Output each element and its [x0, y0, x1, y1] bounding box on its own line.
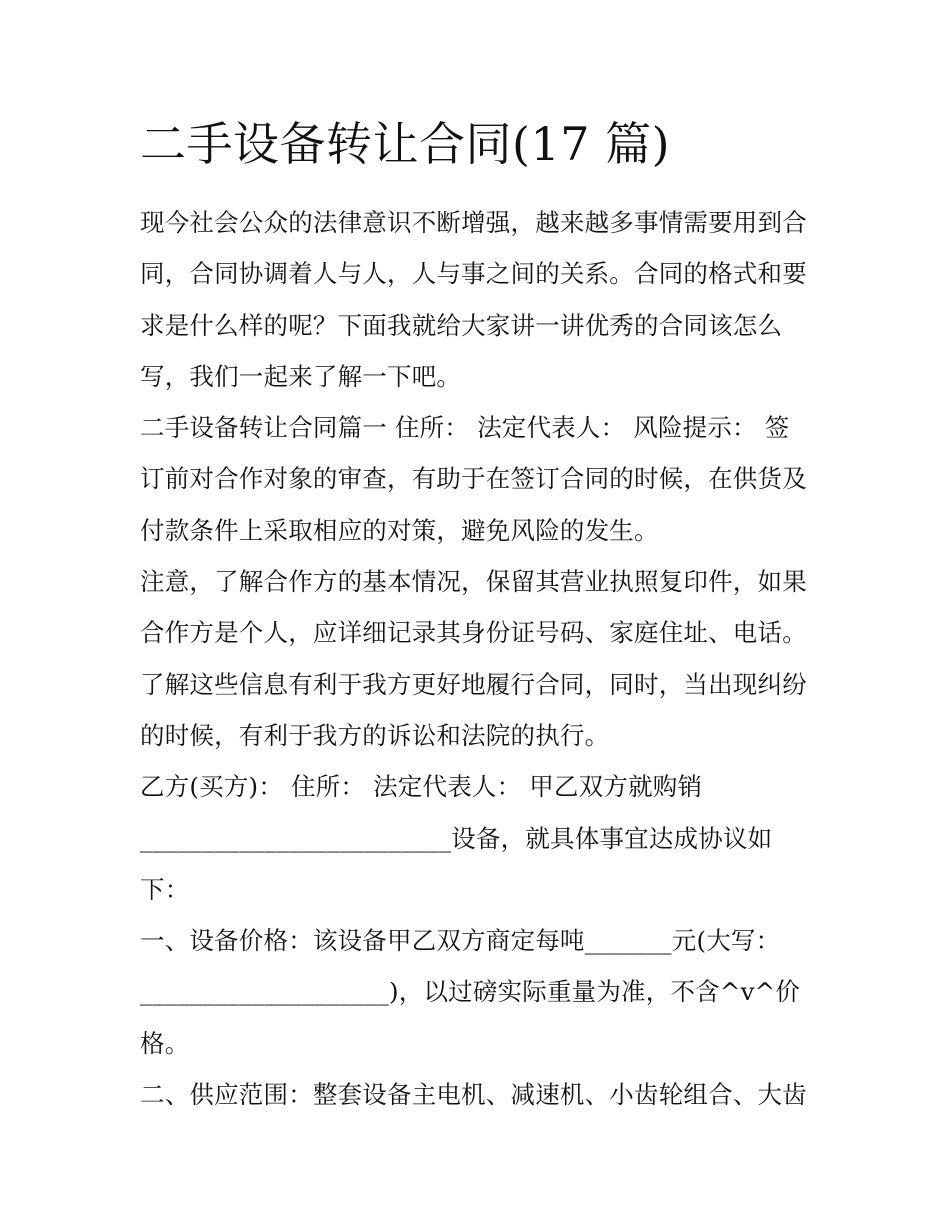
body-line: 下：	[140, 874, 190, 904]
body-line: 合作方是个人，应详细记录其身份证号码、家庭住址、电话。	[140, 618, 807, 648]
body-line: 订前对合作对象的审查，有助于在签订合同的时候，在供货及	[140, 464, 807, 494]
body-line: 格。	[140, 1028, 190, 1058]
body-line: 写，我们一起来了解一下吧。	[140, 361, 462, 391]
body-line: 二、供应范围：整套设备主电机、减速机、小齿轮组合、大齿	[140, 1080, 807, 1110]
document-title: 二手设备转让合同(17 篇)	[140, 117, 671, 171]
body-line: 付款条件上采取相应的对策，避免风险的发生。	[140, 515, 659, 545]
document-body	[140, 197, 820, 1120]
body-line: 一、设备价格：该设备甲乙双方商定每吨_______元(大写：	[140, 926, 781, 956]
body-line: ____________________)，以过磅实际重量为准，不含^v^价	[140, 977, 801, 1007]
body-line: 现今社会公众的法律意识不断增强，越来越多事情需要用到合	[140, 208, 807, 237]
body-line: 二手设备转让合同篇一 住所： 法定代表人： 风险提示： 签	[140, 413, 790, 443]
body-line: _________________________设备，就具体事宜达成协议如	[140, 823, 773, 853]
body-line: 求是什么样的呢？下面我就给大家讲一讲优秀的合同该怎么	[140, 310, 783, 340]
body-line: 了解这些信息有利于我方更好地履行合同，同时，当出现纠纷	[140, 669, 807, 699]
body-line: 注意，了解合作方的基本情况，保留其营业执照复印件，如果	[140, 567, 807, 597]
body-line: 乙方(买方)： 住所： 法定代表人： 甲乙双方就购销	[140, 772, 703, 802]
body-line: 同，合同协调着人与人，人与事之间的关系。合同的格式和要	[140, 259, 807, 289]
body-line: 的时候，有利于我方的诉讼和法院的执行。	[140, 720, 610, 750]
